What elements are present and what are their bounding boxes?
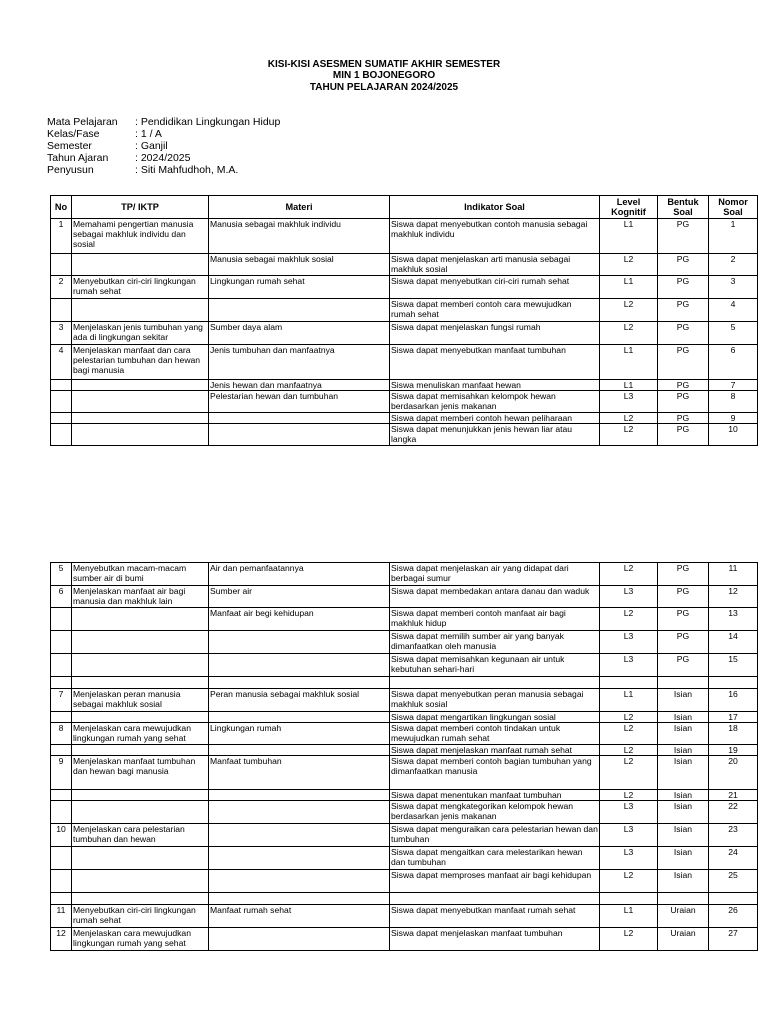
row-number — [51, 254, 72, 276]
materi-cell — [209, 424, 390, 446]
indikator-cell: Siswa dapat mengartikan lingkungan sosial — [390, 712, 600, 723]
row-number: 1 — [51, 219, 72, 254]
bentuk-cell: Isian — [658, 745, 709, 756]
tp-cell — [72, 893, 209, 905]
tp-cell — [72, 790, 209, 801]
table-row — [51, 380, 758, 391]
nomor-cell: 21 — [709, 790, 758, 801]
bentuk-cell — [658, 893, 709, 905]
table-row — [51, 870, 758, 893]
table-header-row — [51, 196, 758, 219]
materi-cell — [209, 790, 390, 801]
row-number — [51, 654, 72, 677]
row-number: 11 — [51, 905, 72, 928]
row-number: 3 — [51, 322, 72, 345]
indikator-cell: Siswa dapat mengaitkan cara melestarikan hewan dan tumbuhan — [390, 847, 600, 870]
indikator-cell: Siswa dapat memisahkan kelompok hewan berdasarkan jenis makanan — [390, 391, 600, 413]
tp-cell — [72, 413, 209, 424]
nomor-cell: 13 — [709, 608, 758, 631]
indikator-cell: Siswa dapat memberi contoh bagian tumbuhan yang dimanfaatkan manusia — [390, 756, 600, 790]
document-meta — [47, 116, 280, 176]
indikator-cell: Siswa dapat menyebutkan manfaat rumah sehat — [390, 905, 600, 928]
row-number — [51, 424, 72, 446]
table-row — [51, 745, 758, 756]
bentuk-cell: PG — [658, 299, 709, 322]
materi-cell — [209, 299, 390, 322]
meta-class: Kelas/Fase : 1 / A — [47, 128, 162, 140]
materi-cell — [209, 870, 390, 893]
table-row — [51, 424, 758, 446]
tp-cell: Menjelaskan manfaat dan cara pelestarian tumbuhan dan hewan bagi manusia — [72, 345, 209, 380]
materi-cell: Jenis hewan dan manfaatnya — [209, 380, 390, 391]
row-number: 12 — [51, 928, 72, 951]
level-cell: L1 — [600, 276, 658, 299]
bentuk-cell: PG — [658, 608, 709, 631]
tp-cell: Menyebutkan macam-macam sumber air di bumi — [72, 563, 209, 586]
materi-cell: Peran manusia sebagai makhluk sosial — [209, 689, 390, 712]
table-row — [51, 299, 758, 322]
row-number — [51, 413, 72, 424]
table-row — [51, 824, 758, 847]
grid-table-2 — [50, 562, 758, 951]
level-cell: L2 — [600, 745, 658, 756]
indikator-cell: Siswa dapat menguraikan cara pelestarian hewan dan tumbuhan — [390, 824, 600, 847]
level-cell: L2 — [600, 712, 658, 723]
table-row — [51, 345, 758, 380]
bentuk-cell — [658, 677, 709, 689]
materi-cell: Manusia sebagai makhluk sosial — [209, 254, 390, 276]
level-cell: L2 — [600, 608, 658, 631]
tp-cell: Menjelaskan cara mewujudkan lingkungan rumah yang sehat — [72, 928, 209, 951]
table-row — [51, 689, 758, 712]
row-number — [51, 712, 72, 723]
table-2-body — [51, 563, 758, 951]
materi-cell — [209, 847, 390, 870]
bentuk-cell: PG — [658, 322, 709, 345]
tp-cell — [72, 745, 209, 756]
row-number: 10 — [51, 824, 72, 847]
indikator-cell: Siswa dapat memberi contoh hewan peliharaan — [390, 413, 600, 424]
nomor-cell: 26 — [709, 905, 758, 928]
nomor-cell: 2 — [709, 254, 758, 276]
level-cell: L3 — [600, 586, 658, 608]
table-row — [51, 893, 758, 905]
indikator-cell: Siswa dapat memisahkan kegunaan air untuk kebutuhan sehari-hari — [390, 654, 600, 677]
tp-cell: Menjelaskan cara pelestarian tumbuhan dan hewan — [72, 824, 209, 847]
indikator-cell: Siswa dapat menjelaskan manfaat rumah sehat — [390, 745, 600, 756]
school-name: MIN 1 BOJONEGORO — [332, 70, 436, 81]
materi-cell — [209, 824, 390, 847]
col-indikator: Indikator Soal — [390, 196, 600, 219]
nomor-cell: 14 — [709, 631, 758, 654]
indikator-cell: Siswa dapat menentukan manfaat tumbuhan — [390, 790, 600, 801]
nomor-cell: 27 — [709, 928, 758, 951]
meta-author: Penyusun : Siti Mahfudhoh, M.A. — [47, 164, 239, 176]
bentuk-cell: PG — [658, 424, 709, 446]
bentuk-cell: Isian — [658, 870, 709, 893]
indikator-cell: Siswa dapat menyebutkan manfaat tumbuhan — [390, 345, 600, 380]
nomor-cell: 16 — [709, 689, 758, 712]
tp-cell — [72, 677, 209, 689]
tp-cell — [72, 712, 209, 723]
meta-semester: Semester : Ganjil — [47, 140, 168, 152]
bentuk-cell: Isian — [658, 824, 709, 847]
materi-cell — [209, 654, 390, 677]
materi-cell: Manfaat tumbuhan — [209, 756, 390, 790]
row-number — [51, 380, 72, 391]
indikator-cell: Siswa menuliskan manfaat hewan — [390, 380, 600, 391]
table-row — [51, 677, 758, 689]
meta-subject: Mata Pelajaran : Pendidikan Lingkungan Hidup — [47, 116, 281, 128]
tp-cell — [72, 801, 209, 824]
level-cell — [600, 893, 658, 905]
bentuk-cell: Isian — [658, 790, 709, 801]
materi-cell — [209, 631, 390, 654]
materi-cell: Manfaat air begi kehidupan — [209, 608, 390, 631]
nomor-cell: 5 — [709, 322, 758, 345]
bentuk-cell: Isian — [658, 689, 709, 712]
nomor-cell: 6 — [709, 345, 758, 380]
level-cell: L2 — [600, 563, 658, 586]
level-cell: L2 — [600, 299, 658, 322]
row-number: 9 — [51, 756, 72, 790]
nomor-cell: 1 — [709, 219, 758, 254]
bentuk-cell: Isian — [658, 723, 709, 745]
table-row — [51, 756, 758, 790]
tp-cell — [72, 380, 209, 391]
row-number — [51, 893, 72, 905]
table-row — [51, 847, 758, 870]
level-cell: L2 — [600, 870, 658, 893]
academic-year-title: TAHUN PELAJARAN 2024/2025 — [309, 82, 459, 93]
level-cell: L1 — [600, 345, 658, 380]
row-number — [51, 870, 72, 893]
table-row — [51, 723, 758, 745]
indikator-cell: Siswa dapat memilih sumber air yang banyak dimanfaatkan oleh manusia — [390, 631, 600, 654]
level-cell — [600, 677, 658, 689]
bentuk-cell: PG — [658, 586, 709, 608]
nomor-cell — [709, 893, 758, 905]
nomor-cell: 24 — [709, 847, 758, 870]
level-cell: L3 — [600, 631, 658, 654]
table-row — [51, 322, 758, 345]
table-row — [51, 801, 758, 824]
col-materi: Materi — [209, 196, 390, 219]
bentuk-cell: Isian — [658, 801, 709, 824]
row-number: 4 — [51, 345, 72, 380]
row-number: 5 — [51, 563, 72, 586]
nomor-cell: 11 — [709, 563, 758, 586]
nomor-cell: 9 — [709, 413, 758, 424]
level-cell: L2 — [600, 756, 658, 790]
materi-cell — [209, 928, 390, 951]
level-cell: L3 — [600, 824, 658, 847]
tp-cell: Memahami pengertian manusia sebagai makhluk individu dan sosial — [72, 219, 209, 254]
materi-cell: Pelestarian hewan dan tumbuhan — [209, 391, 390, 413]
tp-cell — [72, 654, 209, 677]
materi-cell: Lingkungan rumah — [209, 723, 390, 745]
nomor-cell: 25 — [709, 870, 758, 893]
nomor-cell: 8 — [709, 391, 758, 413]
tp-cell — [72, 870, 209, 893]
row-number — [51, 801, 72, 824]
indikator-cell: Siswa dapat mengkategorikan kelompok hewan berdasarkan jenis makanan — [390, 801, 600, 824]
indikator-cell: Siswa dapat menjelaskan arti manusia sebagai makhluk sosial — [390, 254, 600, 276]
tp-cell — [72, 608, 209, 631]
indikator-cell: Siswa dapat menunjukkan jenis hewan liar atau langka — [390, 424, 600, 446]
indikator-cell: Siswa dapat membedakan antara danau dan waduk — [390, 586, 600, 608]
level-cell: L2 — [600, 254, 658, 276]
bentuk-cell: PG — [658, 654, 709, 677]
bentuk-cell: Uraian — [658, 905, 709, 928]
table-row — [51, 712, 758, 723]
level-cell: L3 — [600, 847, 658, 870]
tp-cell — [72, 254, 209, 276]
bentuk-cell: PG — [658, 276, 709, 299]
table-row — [51, 905, 758, 928]
col-nomor: Nomor Soal — [709, 196, 758, 219]
bentuk-cell: PG — [658, 391, 709, 413]
level-cell: L2 — [600, 723, 658, 745]
tp-cell — [72, 424, 209, 446]
grid-table-1 — [50, 195, 758, 446]
nomor-cell: 17 — [709, 712, 758, 723]
bentuk-cell: PG — [658, 219, 709, 254]
indikator-cell — [390, 893, 600, 905]
nomor-cell: 3 — [709, 276, 758, 299]
materi-cell — [209, 712, 390, 723]
row-number — [51, 631, 72, 654]
col-no: No — [51, 196, 72, 219]
table-1-body — [51, 219, 758, 446]
table-row — [51, 563, 758, 586]
level-cell: L3 — [600, 654, 658, 677]
nomor-cell: 4 — [709, 299, 758, 322]
materi-cell: Sumber air — [209, 586, 390, 608]
tp-cell — [72, 299, 209, 322]
indikator-cell: Siswa dapat menjelaskan air yang didapat dari berbagai sumur — [390, 563, 600, 586]
materi-cell — [209, 893, 390, 905]
indikator-cell — [390, 677, 600, 689]
nomor-cell: 22 — [709, 801, 758, 824]
materi-cell — [209, 677, 390, 689]
indikator-cell: Siswa dapat menjelaskan fungsi rumah — [390, 322, 600, 345]
tp-cell: Menjelaskan manfaat air bagi manusia dan makhluk lain — [72, 586, 209, 608]
table-row — [51, 654, 758, 677]
bentuk-cell: PG — [658, 254, 709, 276]
col-bentuk: Bentuk Soal — [658, 196, 709, 219]
row-number: 6 — [51, 586, 72, 608]
level-cell: L2 — [600, 790, 658, 801]
bentuk-cell: Isian — [658, 756, 709, 790]
nomor-cell: 23 — [709, 824, 758, 847]
indikator-cell: Siswa dapat menjelaskan manfaat tumbuhan — [390, 928, 600, 951]
table-row — [51, 928, 758, 951]
bentuk-cell: PG — [658, 413, 709, 424]
nomor-cell: 7 — [709, 380, 758, 391]
materi-cell: Air dan pemanfaatannya — [209, 563, 390, 586]
indikator-cell: Siswa dapat menyebutkan peran manusia sebagai makhluk sosial — [390, 689, 600, 712]
row-number — [51, 745, 72, 756]
tp-cell: Menjelaskan cara mewujudkan lingkungan rumah yang sehat — [72, 723, 209, 745]
materi-cell: Sumber daya alam — [209, 322, 390, 345]
level-cell: L1 — [600, 219, 658, 254]
tp-cell — [72, 391, 209, 413]
materi-cell — [209, 801, 390, 824]
tp-cell — [72, 847, 209, 870]
bentuk-cell: PG — [658, 380, 709, 391]
level-cell: L1 — [600, 689, 658, 712]
nomor-cell: 20 — [709, 756, 758, 790]
row-number — [51, 608, 72, 631]
indikator-cell: Siswa dapat memberi contoh tindakan untuk mewujudkan rumah sehat — [390, 723, 600, 745]
bentuk-cell: PG — [658, 563, 709, 586]
level-cell: L3 — [600, 801, 658, 824]
table-row — [51, 391, 758, 413]
col-level: Level Kognitif — [600, 196, 658, 219]
materi-cell — [209, 745, 390, 756]
table-row — [51, 608, 758, 631]
table-row — [51, 586, 758, 608]
bentuk-cell: PG — [658, 631, 709, 654]
indikator-cell: Siswa dapat menyebutkan ciri-ciri rumah sehat — [390, 276, 600, 299]
indikator-cell: Siswa dapat memproses manfaat air bagi kehidupan — [390, 870, 600, 893]
indikator-cell: Siswa dapat memberi contoh manfaat air bagi makhluk hidup — [390, 608, 600, 631]
level-cell: L3 — [600, 391, 658, 413]
table-row — [51, 219, 758, 254]
tp-cell: Menyebutkan ciri-ciri lingkungan rumah sehat — [72, 276, 209, 299]
tp-cell: Menjelaskan manfaat tumbuhan dan hewan bagi manusia — [72, 756, 209, 790]
level-cell: L2 — [600, 413, 658, 424]
document-title: KISI-KISI ASESMEN SUMATIF AKHIR SEMESTER — [267, 59, 501, 70]
level-cell: L1 — [600, 905, 658, 928]
table-row — [51, 276, 758, 299]
materi-cell: Jenis tumbuhan dan manfaatnya — [209, 345, 390, 380]
materi-cell: Lingkungan rumah sehat — [209, 276, 390, 299]
level-cell: L2 — [600, 322, 658, 345]
tp-cell: Menjelaskan jenis tumbuhan yang ada di lingkungan sekitar — [72, 322, 209, 345]
tp-cell: Menyebutkan ciri-ciri lingkungan rumah sehat — [72, 905, 209, 928]
table-row — [51, 254, 758, 276]
table-row — [51, 631, 758, 654]
nomor-cell — [709, 677, 758, 689]
table-row — [51, 790, 758, 801]
row-number: 8 — [51, 723, 72, 745]
nomor-cell: 12 — [709, 586, 758, 608]
table-row — [51, 413, 758, 424]
bentuk-cell: Uraian — [658, 928, 709, 951]
bentuk-cell: PG — [658, 345, 709, 380]
row-number — [51, 790, 72, 801]
nomor-cell: 19 — [709, 745, 758, 756]
tp-cell — [72, 631, 209, 654]
nomor-cell: 18 — [709, 723, 758, 745]
row-number — [51, 847, 72, 870]
nomor-cell: 10 — [709, 424, 758, 446]
row-number — [51, 391, 72, 413]
col-tp: TP/ IKTP — [72, 196, 209, 219]
nomor-cell: 15 — [709, 654, 758, 677]
indikator-cell: Siswa dapat menyebutkan contoh manusia sebagai makhluk individu — [390, 219, 600, 254]
level-cell: L1 — [600, 380, 658, 391]
row-number: 7 — [51, 689, 72, 712]
materi-cell: Manusia sebagai makhluk individu — [209, 219, 390, 254]
materi-cell — [209, 413, 390, 424]
meta-year: Tahun Ajaran : 2024/2025 — [47, 152, 191, 164]
row-number — [51, 299, 72, 322]
bentuk-cell: Isian — [658, 712, 709, 723]
level-cell: L2 — [600, 928, 658, 951]
tp-cell: Menjelaskan peran manusia sebagai makhluk sosial — [72, 689, 209, 712]
bentuk-cell: Isian — [658, 847, 709, 870]
row-number — [51, 677, 72, 689]
row-number: 2 — [51, 276, 72, 299]
level-cell: L2 — [600, 424, 658, 446]
materi-cell: Manfaat rumah sehat — [209, 905, 390, 928]
indikator-cell: Siswa dapat memberi contoh cara mewujudkan rumah sehat — [390, 299, 600, 322]
